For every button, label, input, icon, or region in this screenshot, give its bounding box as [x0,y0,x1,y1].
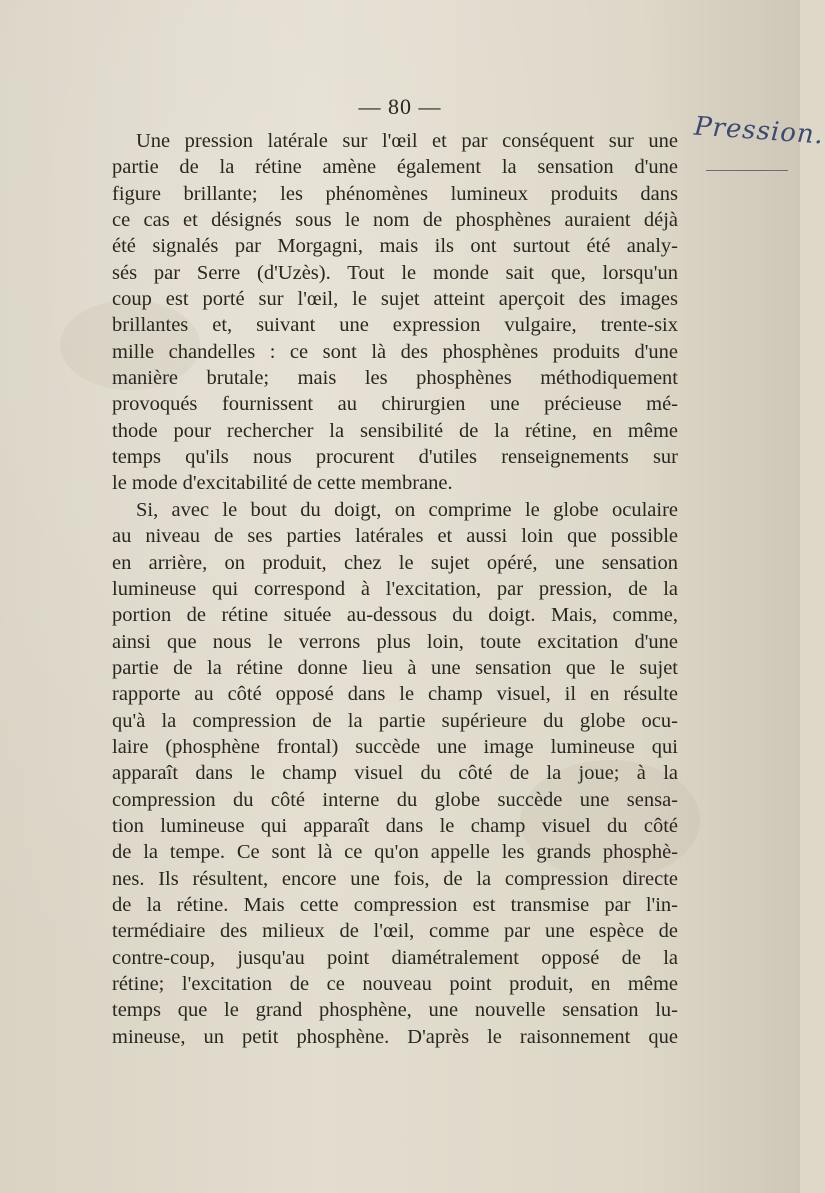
text-line: qu'à la compression de la partie supérieure du globe ocu- [112,709,678,732]
text-line: thode pour rechercher la sensibilité de la rétine, en même [112,419,678,442]
text-line: temps qu'ils nous procurent d'utiles renseignements sur [112,446,678,469]
handwritten-margin-note: Pression. [693,111,825,151]
text-line: compression du côté interne du globe succède une sensa- [112,788,678,811]
text-line: en arrière, on produit, chez le sujet opéré, une sensation [112,551,678,574]
text-line: été signalés par Morgagni, mais ils ont surtout été analy- [112,235,678,258]
text-line: de la rétine. Mais cette compression est transmise par l'in- [112,893,678,916]
margin-note-underline [706,170,788,171]
text-line: coup est porté sur l'œil, le sujet atteint aperçoit des images [112,288,678,311]
text-line: ainsi que nous le verrons plus loin, toute excitation d'une [112,630,678,653]
text-line: rapporte au côté opposé dans le champ visuel, il en résulte [112,683,678,706]
text-line: rétine; l'excitation de ce nouveau point produit, en même [112,973,678,995]
text-line: mineuse, un petit phosphène. D'après le raisonnement que [112,1025,678,1048]
text-line: portion de rétine située au-dessous du doigt. Mais, comme, [112,604,678,627]
text-line: nes. Ils résultent, encore une fois, de la compression directe [112,867,678,890]
text-line: partie de la rétine donne lieu à une sensation que le sujet [112,656,678,679]
text-line: mille chandelles : ce sont là des phosphènes produits d'une [112,340,678,363]
text-line: Une pression latérale sur l'œil et par conséquent sur une [136,130,678,152]
text-line: tion lumineuse qui apparaît dans le champ visuel du côté [112,814,678,837]
text-line: au niveau de ses parties latérales et aussi loin que possible [112,525,678,548]
text-line: le mode d'excitabilité de cette membrane. [112,472,453,495]
text-line: apparaît dans le champ visuel du côté de la joue; à la [112,762,678,785]
text-line: de la tempe. Ce sont là ce qu'on appelle les grands phosphè- [112,841,678,864]
text-line: brillantes et, suivant une expression vulgaire, trente-six [112,314,678,337]
text-line: ce cas et désignés sous le nom de phosphènes auraient déjà [112,209,678,232]
text-line: contre-coup, jusqu'au point diamétralement opposé de la [112,946,678,969]
text-line: provoqués fournissent au chirurgien une précieuse mé- [112,393,678,416]
text-line: lumineuse qui correspond à l'excitation, par pression, de la [112,577,678,600]
text-line: partie de la rétine amène également la sensation d'une [112,156,678,179]
text-line: sés par Serre (d'Uzès). Tout le monde sait que, lorsqu'un [112,261,678,284]
text-line: temps que le grand phosphène, une nouvelle sensation lu- [112,999,678,1022]
body-text [112,128,678,1050]
page-number: — 80 — [358,94,442,119]
text-line: figure brillante; les phénomènes lumineux produits dans [112,182,678,205]
text-line: Si, avec le bout du doigt, on comprime le globe oculaire [136,498,678,521]
text-line: laire (phosphène frontal) succède une image lumineuse qui [112,735,678,758]
text-line: manière brutale; mais les phosphènes méthodiquement [112,367,678,390]
text-line: termédiaire des milieux de l'œil, comme par une espèce de [112,920,678,943]
